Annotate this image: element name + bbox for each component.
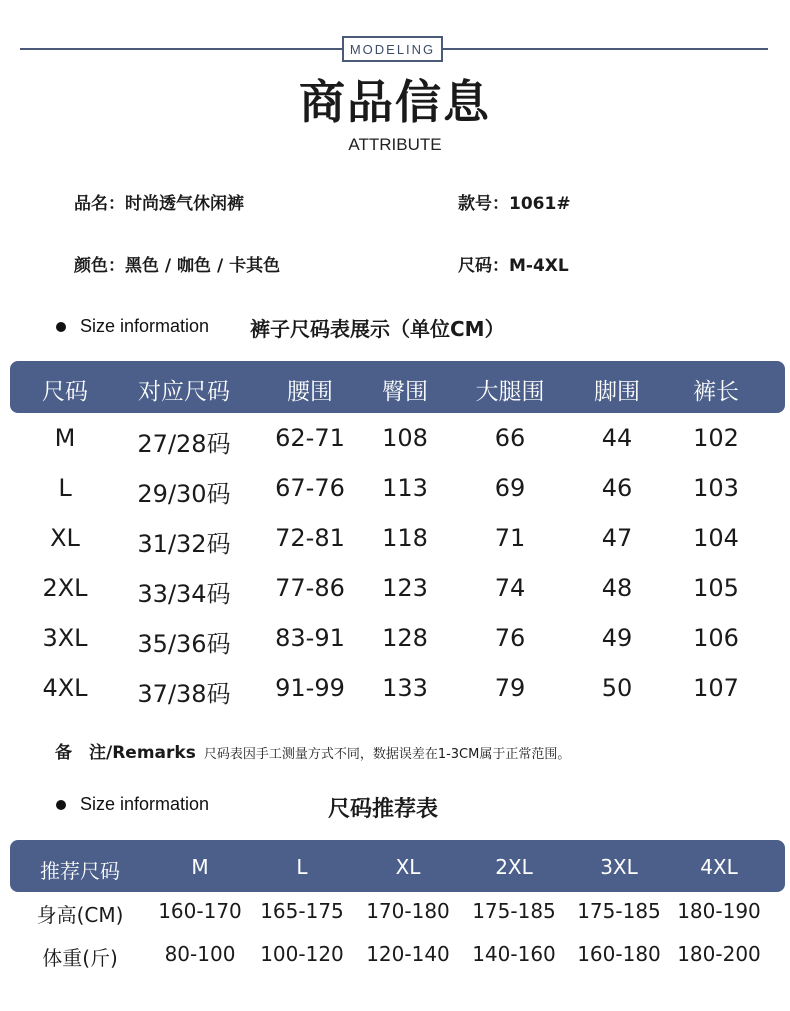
size-table-cell: XL bbox=[50, 524, 80, 552]
remark-label: 备 注/Remarks bbox=[55, 743, 196, 763]
size-table-cell: 29/30码 bbox=[137, 480, 231, 508]
recommend-table-header-cell: 2XL bbox=[495, 855, 533, 879]
recommend-table-header-cell: XL bbox=[395, 855, 421, 879]
size-table-header-cell: 裤长 bbox=[693, 379, 739, 405]
size-table-cell: 71 bbox=[494, 524, 526, 552]
size-table-header-cell: 大腿围 bbox=[475, 379, 545, 405]
size-table-cell: 123 bbox=[382, 574, 428, 602]
modeling-badge: MODELING bbox=[342, 36, 443, 62]
product-sizes: 尺码：M-4XL bbox=[458, 256, 569, 276]
section-size-info-2 bbox=[56, 794, 209, 815]
section-size-info bbox=[56, 316, 209, 337]
size-table-cell: 48 bbox=[601, 574, 633, 602]
recommend-table-cell: 100-120 bbox=[260, 942, 344, 966]
size-table-header-cell: 腰围 bbox=[287, 379, 333, 405]
recommend-table-cell: 165-175 bbox=[260, 899, 344, 923]
size-table-cell: 62-71 bbox=[275, 424, 345, 452]
size-table-cell: 3XL bbox=[42, 624, 88, 652]
size-table-cell: 37/38码 bbox=[137, 680, 231, 708]
size-table-cell: 133 bbox=[382, 674, 428, 702]
size-table-header-cell: 脚围 bbox=[594, 379, 640, 405]
recommend-table-header-cell: 推荐尺码 bbox=[40, 859, 120, 883]
recommend-table-cell: 180-200 bbox=[677, 942, 761, 966]
size-table-cell: 67-76 bbox=[275, 474, 345, 502]
size-table-cell: 66 bbox=[494, 424, 526, 452]
recommend-table-cell: 160-170 bbox=[158, 899, 242, 923]
recommend-table-header-cell: 3XL bbox=[600, 855, 638, 879]
size-table-cell: 69 bbox=[494, 474, 526, 502]
size-table-cell: 102 bbox=[693, 424, 739, 452]
size-table-cell: 108 bbox=[382, 424, 428, 452]
size-table-header-cell: 对应尺码 bbox=[138, 379, 230, 405]
recommend-table-cell: 120-140 bbox=[366, 942, 450, 966]
size-table-cell: 83-91 bbox=[275, 624, 345, 652]
recommend-table-cell: 80-100 bbox=[164, 942, 236, 966]
size-table-cell: 49 bbox=[601, 624, 633, 652]
product-name: 品名：时尚透气休闲裤 bbox=[74, 194, 244, 214]
recommend-table-header-cell: M bbox=[191, 855, 209, 879]
size-table-cell: 2XL bbox=[42, 574, 88, 602]
size-table-cell: 103 bbox=[693, 474, 739, 502]
recommend-table-header-cell: 4XL bbox=[700, 855, 738, 879]
page-subtitle: ATTRIBUTE bbox=[348, 135, 442, 154]
size-table-cell: 104 bbox=[693, 524, 739, 552]
section-label-en: Size information bbox=[80, 794, 210, 814]
size-table-cell: 113 bbox=[382, 474, 428, 502]
size-table-cell: 50 bbox=[601, 674, 633, 702]
size-table-cell: 31/32码 bbox=[137, 530, 231, 558]
size-table-cell: 107 bbox=[693, 674, 739, 702]
size-table-cell: 47 bbox=[601, 524, 633, 552]
recommend-table-cell: 170-180 bbox=[366, 899, 450, 923]
recommend-table-cell: 180-190 bbox=[677, 899, 761, 923]
header-line-right bbox=[443, 48, 768, 50]
recommend-table-header-cell: L bbox=[296, 855, 308, 879]
size-table-cell: 118 bbox=[382, 524, 428, 552]
size-table-cell: 105 bbox=[693, 574, 739, 602]
product-model: 款号：1061# bbox=[458, 194, 571, 214]
size-table-cell: 33/34码 bbox=[137, 580, 231, 608]
size-table-header-cell: 臀围 bbox=[382, 379, 428, 405]
size-table-cell: 74 bbox=[494, 574, 526, 602]
size-table-cell: 72-81 bbox=[275, 524, 345, 552]
product-colors: 颜色：黑色 / 咖色 / 卡其色 bbox=[74, 256, 281, 276]
bullet-dot bbox=[56, 322, 66, 332]
recommend-table-cell: 175-185 bbox=[577, 899, 661, 923]
recommend-table-cell: 160-180 bbox=[577, 942, 661, 966]
size-table-cell: 128 bbox=[382, 624, 428, 652]
size-table-cell: 79 bbox=[494, 674, 526, 702]
bullet-dot bbox=[56, 800, 66, 810]
recommend-table-cell: 140-160 bbox=[472, 942, 556, 966]
remark bbox=[55, 738, 570, 763]
recommend-table-cell: 175-185 bbox=[472, 899, 556, 923]
size-table-header-cell: 尺码 bbox=[42, 379, 88, 405]
size-table-cell: 44 bbox=[601, 424, 633, 452]
page-title: 商品信息 bbox=[299, 75, 491, 129]
section-label-en: Size information bbox=[80, 316, 210, 336]
recommend-table-cell: 体重(斤) bbox=[42, 946, 118, 970]
size-table-cell: 4XL bbox=[42, 674, 88, 702]
section-title-recommend: 尺码推荐表 bbox=[328, 797, 439, 822]
size-table-cell: 77-86 bbox=[275, 574, 345, 602]
size-table-cell: 91-99 bbox=[275, 674, 345, 702]
size-table-cell: 46 bbox=[601, 474, 633, 502]
size-table-cell: M bbox=[54, 424, 76, 452]
section-title-size-chart: 裤子尺码表展示（单位CM） bbox=[250, 317, 505, 341]
header-line-left bbox=[20, 48, 342, 50]
size-table-cell: 106 bbox=[693, 624, 739, 652]
recommend-table-cell: 身高(CM) bbox=[36, 903, 124, 927]
size-table-cell: 27/28码 bbox=[137, 430, 231, 458]
size-table-cell: L bbox=[58, 474, 72, 502]
size-table-cell: 76 bbox=[494, 624, 526, 652]
size-table-cell: 35/36码 bbox=[137, 630, 231, 658]
remark-text: 尺码表因手工测量方式不同，数据误差在1-3CM属于正常范围。 bbox=[203, 747, 571, 762]
